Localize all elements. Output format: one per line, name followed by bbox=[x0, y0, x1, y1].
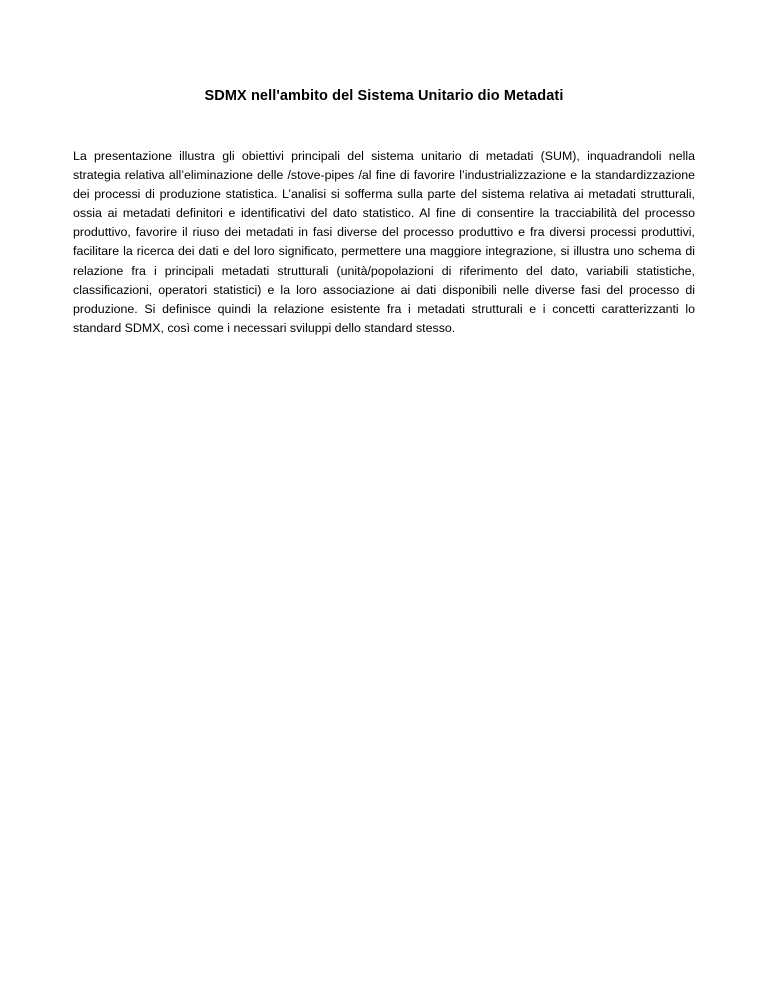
abstract-paragraph: La presentazione illustra gli obiettivi principali del sistema unitario di metadati (SUM), inquadrandoli nella strategia relativa all’eliminazione delle /stove-pipes /al fine di favorire l’industrializzazione e la standardizzazione dei processi di produzione statistica. L’analisi si sofferma sulla parte del sistema relativa ai metadati strutturali, ossia ai metadati definitori e identificativi del dato statistico. Al fine di consentire la tracciabilità del processo produttivo, favorire il riuso dei metadati in fasi diverse del processo produttivo e fra diversi processi produttivi, facilitare la ricerca dei dati e del loro significato, permettere una maggiore integrazione, si illustra uno schema di relazione fra i principali metadati strutturali (unità/popolazioni di riferimento del dato, variabili statistiche, classificazioni, operatori statistici) e la loro associazione ai dati disponibili nelle diverse fasi del processo di produzione. Si definisce quindi la relazione esistente fra i metadati strutturali e i concetti caratterizzanti lo standard SDMX, così come i necessari sviluppi dello standard stesso. bbox=[73, 149, 695, 335]
document-title: SDMX nell'ambito del Sistema Unitario dio Metadati bbox=[204, 88, 564, 104]
